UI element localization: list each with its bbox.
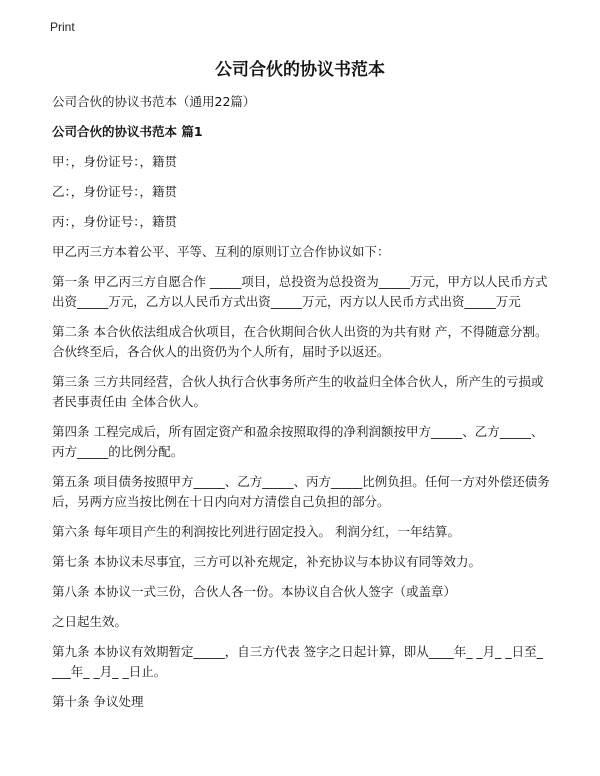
- clause-1: 第一条 甲乙丙三方自愿合作 _____项目，总投资为总投资为_____万元，甲方以人民币方式出资_____万元，乙方以人民币方式出资_____万元，丙方以人民币方式出资_____万元: [52, 274, 548, 309]
- clause-8-continued: 之日起生效。: [52, 614, 128, 629]
- clause-4: 第四条 工程完成后，所有固定资产和盈余按照取得的净利润额按甲方_____、乙方_____、丙方_____的比例分配。: [52, 424, 544, 459]
- print-label: Print: [50, 20, 75, 34]
- document-subtitle: 公司合伙的协议书范本（通用22篇）: [52, 94, 256, 109]
- clause-5: 第五条 项目债务按照甲方_____、乙方_____、丙方_____比例负担。任何一方对外偿还债务后，另两方应当按比例在十日内向对方清偿自己负担的部分。: [52, 474, 550, 509]
- document-body: [52, 92, 552, 722]
- party-c-line: 丙：，身份证号：，籍贯: [52, 214, 178, 229]
- clause-3: 第三条 三方共同经营，合伙人执行合伙事务所产生的收益归全体合伙人，所产生的亏损或者民事责任由 全体合伙人。: [52, 374, 544, 409]
- party-b-line: 乙：，身份证号：，籍贯: [52, 184, 178, 199]
- section-heading: 公司合伙的协议书范本 篇1: [52, 124, 203, 139]
- clause-2: 第二条 本合伙依法组成合伙项目，在合伙期间合伙人出资的为共有财 产，不得随意分割。合伙终至后，各合伙人的出资仍为个人所有，届时予以返还。: [52, 324, 548, 359]
- clause-9: 第九条 本协议有效期暂定_____，自三方代表 签字之日起计算，即从____年_ _月_ _日至_ ___年_ _月_ _日止。: [52, 644, 543, 679]
- party-a-line: 甲：，身份证号：，籍贯: [52, 154, 178, 169]
- clause-6: 第六条 每年项目产生的利润按比列进行固定投入。 利润分红，一年结算。: [52, 524, 460, 539]
- document-title: 公司合伙的协议书范本: [215, 60, 385, 80]
- clause-7: 第七条 本协议未尽事宜，三方可以补充规定，补充协议与本协议有同等效力。: [52, 554, 481, 569]
- clause-10: 第十条 争议处理: [52, 694, 144, 709]
- preamble-paragraph: 甲乙丙三方本着公平、平等、互利的原则订立合作协议如下：: [52, 244, 390, 259]
- clause-8: 第八条 本协议一式三份，合伙人各一份。本协议自合伙人签字（或盖章）: [52, 584, 456, 599]
